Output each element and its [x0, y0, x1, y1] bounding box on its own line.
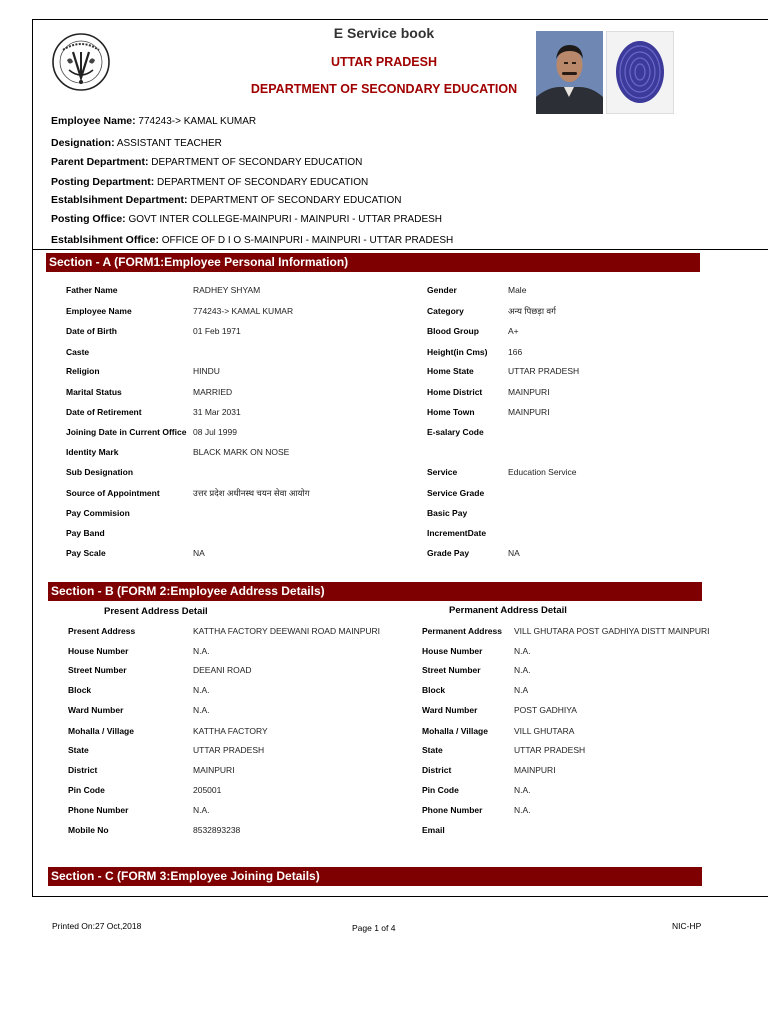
field-label: Service Grade	[427, 488, 485, 498]
info-label: Establsihment Office:	[51, 234, 159, 246]
field-value: NA	[193, 548, 205, 558]
field-label: Date of Retirement	[66, 407, 142, 417]
field-value: 01 Feb 1971	[193, 326, 241, 336]
field-label: Mobile No	[68, 825, 109, 835]
field-value: MAINPURI	[193, 765, 235, 775]
info-value: ASSISTANT TEACHER	[116, 138, 222, 149]
field-value: N.A.	[514, 665, 531, 675]
info-label: Parent Department:	[51, 156, 149, 168]
field-label: Present Address	[68, 626, 136, 636]
field-label: Home State	[427, 366, 474, 376]
field-value: KATTHA FACTORY DEEWANI ROAD MAINPURI	[193, 626, 381, 636]
field-label: Mohalla / Village	[422, 726, 488, 736]
field-label: Pin Code	[422, 785, 459, 795]
field-label: Religion	[66, 366, 100, 376]
field-label: Father Name	[66, 285, 118, 295]
field-value: N.A.	[193, 685, 210, 695]
section-b-header: Section - B (FORM 2:Employee Address Details)	[48, 582, 702, 601]
field-label: Blood Group	[427, 326, 479, 336]
field-label: Email	[422, 825, 445, 835]
field-value: HINDU	[193, 366, 220, 376]
info-value: 774243-> KAMAL KUMAR	[138, 116, 257, 127]
field-value: POST GADHIYA	[514, 705, 577, 715]
field-label: House Number	[422, 646, 483, 656]
field-value: RADHEY SHYAM	[193, 285, 261, 295]
field-value: उत्तर प्रदेश अधीनस्थ चयन सेवा आयोग	[193, 488, 310, 498]
field-value: A+	[508, 326, 519, 336]
info-value: DEPARTMENT OF SECONDARY EDUCATION	[151, 157, 363, 168]
field-value: MAINPURI	[508, 407, 550, 417]
field-value: 8532893238	[193, 825, 241, 835]
field-value: VILL GHUTARA	[514, 726, 575, 736]
field-value: KATTHA FACTORY	[193, 726, 268, 736]
field-label: Category	[427, 306, 464, 316]
state-name: UTTAR PRADESH	[330, 55, 438, 69]
field-label: E-salary Code	[427, 427, 484, 437]
field-label: State	[68, 745, 89, 755]
field-label: Joining Date in Current Office	[66, 427, 187, 437]
field-label: Street Number	[68, 665, 127, 675]
info-label: Employee Name:	[51, 115, 136, 127]
info-label: Establsihment Department:	[51, 194, 188, 206]
field-value: Male	[508, 285, 527, 295]
field-label: Ward Number	[68, 705, 124, 715]
field-label: Grade Pay	[427, 548, 470, 558]
field-value: N.A.	[193, 705, 210, 715]
field-value: 774243-> KAMAL KUMAR	[193, 306, 294, 316]
field-value: Education Service	[508, 467, 577, 477]
employee-info-line	[51, 137, 222, 149]
field-label: Phone Number	[422, 805, 483, 815]
present-address-heading: Present Address Detail	[104, 606, 208, 617]
field-value: N.A	[514, 685, 529, 695]
field-value: MARRIED	[193, 387, 233, 397]
employee-info-line	[51, 156, 362, 168]
field-value: 205001	[193, 785, 222, 795]
field-value: UTTAR PRADESH	[508, 366, 580, 376]
field-label: Marital Status	[66, 387, 122, 397]
field-value: 31 Mar 2031	[193, 407, 241, 417]
field-value: N.A.	[193, 805, 210, 815]
field-value: VILL GHUTARA POST GADHIYA DISTT MAINPURI	[514, 626, 710, 636]
employee-info-line	[51, 194, 401, 206]
field-label: Block	[422, 685, 446, 695]
field-label: Ward Number	[422, 705, 478, 715]
info-value: GOVT INTER COLLEGE-MAINPURI - MAINPURI - UTTAR PRADESH	[128, 214, 443, 225]
field-label: Mohalla / Village	[68, 726, 134, 736]
field-value: N.A.	[514, 785, 531, 795]
field-label: Service	[427, 467, 458, 477]
field-label: State	[422, 745, 443, 755]
field-value: N.A.	[514, 646, 531, 656]
section-c-header: Section - C (FORM 3:Employee Joining Details)	[48, 867, 702, 886]
field-label: Caste	[66, 347, 90, 357]
field-value: NA	[508, 548, 520, 558]
field-label: Pin Code	[68, 785, 105, 795]
field-label: District	[68, 765, 98, 775]
field-label: Street Number	[422, 665, 481, 675]
employee-info-line	[51, 234, 453, 246]
page-frame	[32, 19, 768, 897]
field-label: Basic Pay	[427, 508, 468, 518]
header-divider	[32, 249, 768, 250]
employee-info-line	[51, 213, 442, 225]
field-label: Height(in Cms)	[427, 347, 488, 357]
field-value: N.A.	[193, 646, 210, 656]
employee-photo	[536, 31, 603, 114]
field-value: 08 Jul 1999	[193, 427, 237, 437]
field-label: Permanent Address	[422, 626, 502, 636]
field-value: BLACK MARK ON NOSE	[193, 447, 290, 457]
field-label: Gender	[427, 285, 457, 295]
field-label: Pay Scale	[66, 548, 106, 558]
field-label: Block	[68, 685, 92, 695]
field-value: MAINPURI	[508, 387, 550, 397]
field-label: District	[422, 765, 452, 775]
field-label: Phone Number	[68, 805, 129, 815]
field-value: UTTAR PRADESH	[193, 745, 265, 755]
field-label: Pay Commision	[66, 508, 130, 518]
field-label: Home District	[427, 387, 483, 397]
field-label: Home Town	[427, 407, 475, 417]
field-label: Date of Birth	[66, 326, 117, 336]
field-label: IncrementDate	[427, 528, 487, 538]
field-label: Employee Name	[66, 306, 132, 316]
department-name: DEPARTMENT OF SECONDARY EDUCATION	[250, 82, 518, 96]
field-value: DEEANI ROAD	[193, 665, 252, 675]
info-value: DEPARTMENT OF SECONDARY EDUCATION	[157, 177, 369, 188]
field-label: Sub Designation	[66, 467, 134, 477]
employee-info-line	[51, 115, 256, 127]
field-value: अन्य पिछड़ा वर्ग	[508, 306, 556, 316]
employee-info-line	[51, 176, 368, 188]
field-label: Identity Mark	[66, 447, 119, 457]
printed-on: Printed On:27 Oct,2018	[52, 921, 142, 931]
field-value: UTTAR PRADESH	[514, 745, 586, 755]
info-label: Posting Office:	[51, 213, 126, 225]
thumbprint-image	[606, 31, 674, 114]
info-value: OFFICE OF D I O S-MAINPURI - MAINPURI - UTTAR PRADESH	[161, 235, 454, 246]
field-label: House Number	[68, 646, 129, 656]
section-a-header: Section - A (FORM1:Employee Personal Information)	[46, 253, 700, 272]
permanent-address-heading: Permanent Address Detail	[449, 605, 567, 616]
field-value: 166	[508, 347, 523, 357]
document-title: E Service book	[333, 25, 435, 41]
page-number: Page 1 of 4	[352, 923, 396, 933]
field-value: N.A.	[514, 805, 531, 815]
info-label: Designation:	[51, 137, 115, 149]
footer-org: NIC-HP	[672, 921, 702, 931]
field-label: Source of Appointment	[66, 488, 160, 498]
info-value: DEPARTMENT OF SECONDARY EDUCATION	[190, 195, 402, 206]
field-label: Pay Band	[66, 528, 105, 538]
field-value: MAINPURI	[514, 765, 556, 775]
info-label: Posting Department:	[51, 176, 155, 188]
